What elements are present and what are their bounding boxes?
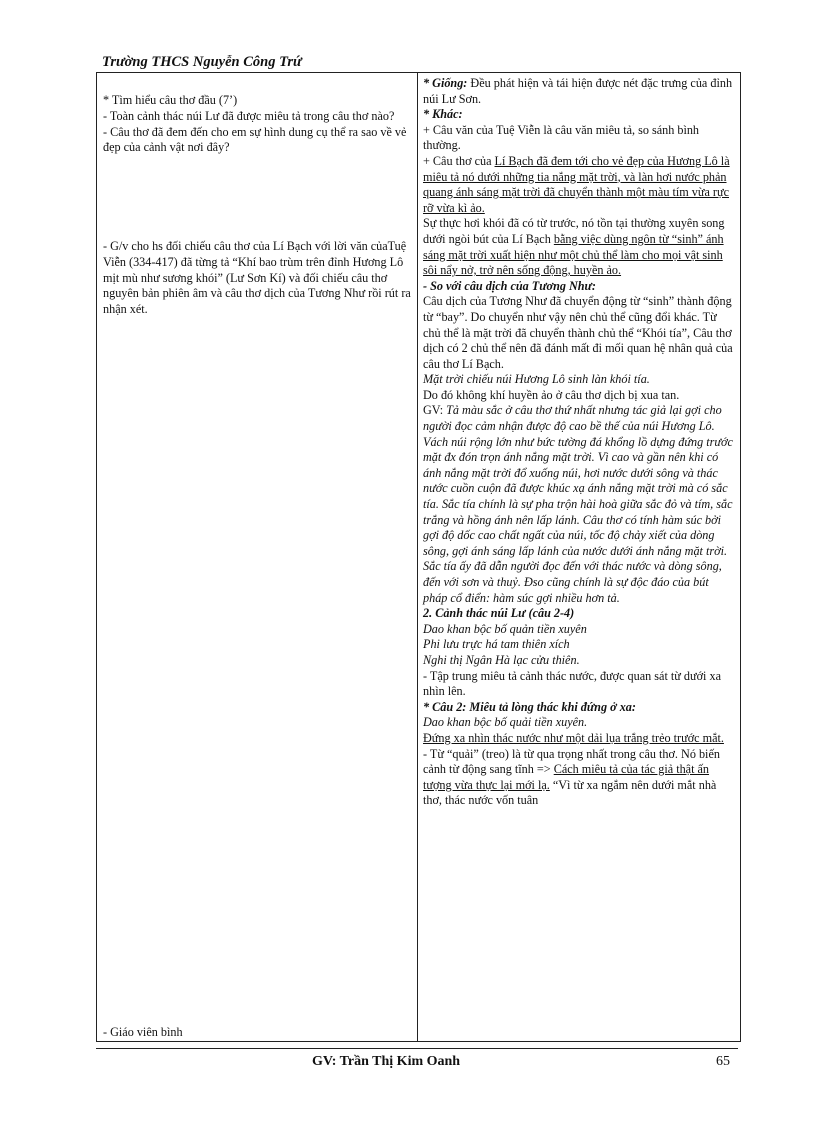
so-voi-heading: - So với câu dịch của Tương Như: (423, 278, 596, 293)
giong-label: * Giống: (423, 76, 468, 90)
page-number: 65 (716, 1054, 730, 1069)
li-bach-paragraph: + Câu thơ của Lí Bạch đã đem tới cho vẻ đẹp của Hương Lô là miêu tả nó dưới những tia nắng mặt trời, và làn hơi nước phản quang ánh sáng mặt trời đã chuyển thành một màu tím vừa rực rỡ vừa kì ảo. (423, 153, 730, 215)
left-line: - Toàn cảnh thác núi Lư đã được miêu tả trong câu thơ nào? (103, 108, 395, 123)
section-heading-2: 2. Cảnh thác núi Lư (câu 2-4) (423, 606, 575, 621)
lesson-table (96, 72, 741, 1042)
sac-tia-paragraph: Sắc tía ấy đã dẫn người đọc đến với thác nước và dòng sông, đến với sơn và thuỷ. Đso cũng chính là sự độc đáo của bút pháp cổ điển: hàm súc gợi nhiều hơn tả. (423, 559, 722, 605)
poem-line: Phi lưu trực há tam thiên xích (423, 637, 570, 652)
cau2-heading: * Câu 2: Miêu tả lòng thác khi đứng ở xa: (423, 699, 636, 714)
left-block-1 (103, 93, 411, 156)
su-thuc-paragraph: Sự thực hơi khói đã có từ trước, nó tồn tại thường xuyên song dưới ngòi bút của Lí Bạch bằng việc dùng ngôn từ “sinh” ánh sáng mặt trời xuất hiện như một chủ thể làm cho mọi vật sinh sôi nẩy nở, trở nên sống động, huyền ảo. (423, 216, 725, 278)
mat-troi-line: Mặt trời chiếu núi Hương Lô sinh làn khói tía. (423, 372, 650, 387)
tu-quai-paragraph: - Từ “quải” (treo) là từ qua trọng nhất trong câu thơ. Nó biến cảnh từ động sang tĩnh => Cách miêu tả của tác giả thật ấn tượng vừa thực lại mới lạ. “Vì từ xa ngắm nên dưới mắt nhà thơ, thác nước vốn tuân (423, 746, 720, 808)
teacher-footer: GV: Trần Thị Kim Oanh (312, 1054, 461, 1069)
teacher-activity-column (97, 73, 418, 1042)
footer-divider (96, 1048, 738, 1049)
left-block-2: - G/v cho hs đối chiếu câu thơ của Lí Bạch với lời văn củaTuệ Viễn (334-417) đã từng tả “Khí bao trùm trên đỉnh Hương Lô mịt mù như sương khói” (Lư Sơn Kí) và đối chiếu câu thơ nguyên bản phiên âm và câu thơ dịch của Tương Như rồi rút ra nhận xét. (103, 239, 411, 317)
poem-line: Dao khan bộc bố quản tiền xuyên (423, 621, 587, 636)
dao-khan-line: Dao khan bộc bố quải tiền xuyên. (423, 715, 588, 730)
tap-trung-paragraph: - Tập trung miêu tả cảnh thác nước, được quan sát từ dưới xa nhìn lên. (423, 668, 721, 699)
left-line: - Câu thơ đã đem đến cho em sự hình dung cụ thể ra sao về vẻ đẹp của cảnh vật nơi đây? (103, 124, 407, 155)
tue-vien-paragraph: + Câu văn của Tuệ Viễn là câu văn miêu tả, so sánh bình thường. (423, 122, 700, 153)
dung-xa-line: Đứng xa nhìn thác nước như một dải lụa trắng trẻo trước mắt. (423, 730, 724, 745)
left-line: * Tìm hiểu câu thơ đầu (7’) (103, 93, 238, 107)
poem-line: Nghi thị Ngân Hà lạc cửu thiên. (423, 652, 580, 667)
gv-paragraph: GV: Tả màu sắc ở câu thơ thứ nhất nhưng tác giả lại gợi cho người đọc cảm nhận được độ cao bề thế của núi Hương Lô. Vách núi rộng lớn như bức tường đá khổng lồ dựng đứng trước mặt đx đón trọn ánh nắng mặt trời. Vì cao và gần nên khi có ánh nắng mặt trời đổ xuống núi, hơi nước dưới sông và thác nước cuồn cuộn đã được khúc xạ ánh nắng mặt trời mà có sắc tía. Sắc tía chính là sự pha trộn hài hoà giữa sắc đỏ và tím, sắc trắng và hồng ánh nên lấp lánh. Câu thơ có tính hàm súc bởi gợi độ dốc cao chất ngất của núi, tốc độ chảy xiết của dòng sông, gợi ánh sáng lấp lánh của nước dưới ánh nắng mặt trời. (423, 403, 733, 558)
school-header: Trường THCS Nguyễn Công Trứ (102, 54, 302, 70)
giong-paragraph: * Giống: Đều phát hiện và tái hiện được nét đặc trưng của đỉnh núi Lư Sơn. (423, 76, 733, 106)
khac-label: * Khác: (423, 107, 463, 122)
do-do-line: Do đó không khí huyền ảo ở câu thơ dịch bị xua tan. (423, 387, 680, 402)
content-column (418, 73, 741, 1042)
cau-dich-paragraph: Câu dịch của Tương Như đã chuyển động từ “sinh” thành động từ “bay”. Do chuyển như vậy nên chủ thể cũng đổi khác. Từ chủ thể là mặt trời đã chuyển thành chủ thể “Khói tía”, Câu thơ dịch có 2 chủ thể nên đã đánh mất đi mối quan hệ nhân quả của câu thơ Lí Bạch. (423, 294, 733, 371)
left-block-3: - Giáo viên bình (103, 1025, 183, 1039)
